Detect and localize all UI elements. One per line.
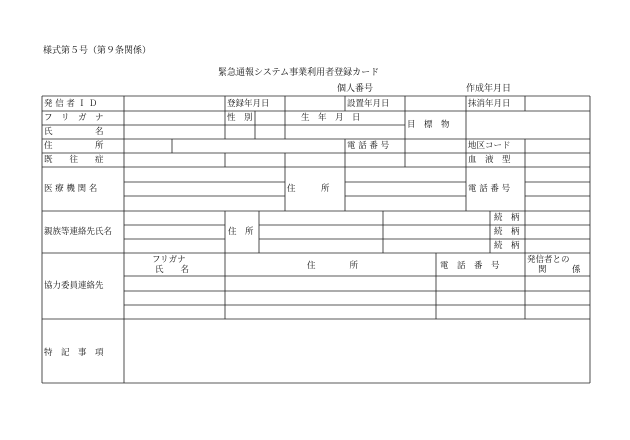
sex-label: 性 別: [227, 113, 253, 123]
creation-date-label: 作成年月日: [466, 84, 512, 94]
relatives-label: 親族等連絡先氏名: [44, 227, 113, 237]
cooperators-label: 協力委員連絡先: [44, 281, 104, 291]
relation-label-2: 続 柄: [494, 227, 520, 237]
coop-relation-label-1: 発信者との: [527, 255, 570, 265]
blood-type-label: 血 液 型: [468, 155, 511, 165]
relation-label-3: 続 柄: [494, 241, 520, 251]
sender-id-label: 発 信 者 Ｉ Ｄ: [44, 99, 98, 109]
notes-label: 特 記 事 項: [44, 348, 104, 358]
form-number: 様式第５号（第９条関係）: [43, 46, 152, 56]
institution-phone-label: 電 話 番 号: [468, 184, 511, 194]
registration-date-label: 登録年月日: [227, 99, 270, 109]
page-title: 緊急通報システム事業利用者登録カード: [218, 68, 380, 78]
target-label: 目 標 物: [407, 120, 450, 130]
furigana-label: フ リ ガ ナ: [44, 113, 104, 123]
name-label: 氏 名: [44, 127, 104, 137]
phone-label: 電 話 番 号: [347, 141, 390, 151]
coop-name-label: 氏 名: [155, 265, 190, 275]
institution-address-label: 住 所: [287, 184, 330, 194]
birth-date-label: 生 年 月 日: [301, 113, 361, 123]
coop-phone-label: 電 話 番 号: [440, 261, 500, 271]
address-label: 住 所: [44, 141, 104, 151]
coop-address-label: 住 所: [307, 261, 359, 271]
installation-date-label: 設置年月日: [347, 99, 390, 109]
medical-institution-label: 医 療 機 関 名: [44, 184, 98, 194]
personal-number-label: 個人番号: [337, 84, 374, 94]
medical-history-label: 既 往 症: [44, 155, 104, 165]
relation-label-1: 続 柄: [494, 213, 520, 223]
removal-date-label: 抹消年月日: [468, 99, 511, 109]
district-code-label: 地区コード: [468, 141, 511, 151]
coop-furigana-label: フリガナ: [152, 255, 186, 265]
coop-relation-label-2: 関 係: [538, 265, 581, 275]
relatives-address-label: 住 所: [228, 227, 254, 237]
